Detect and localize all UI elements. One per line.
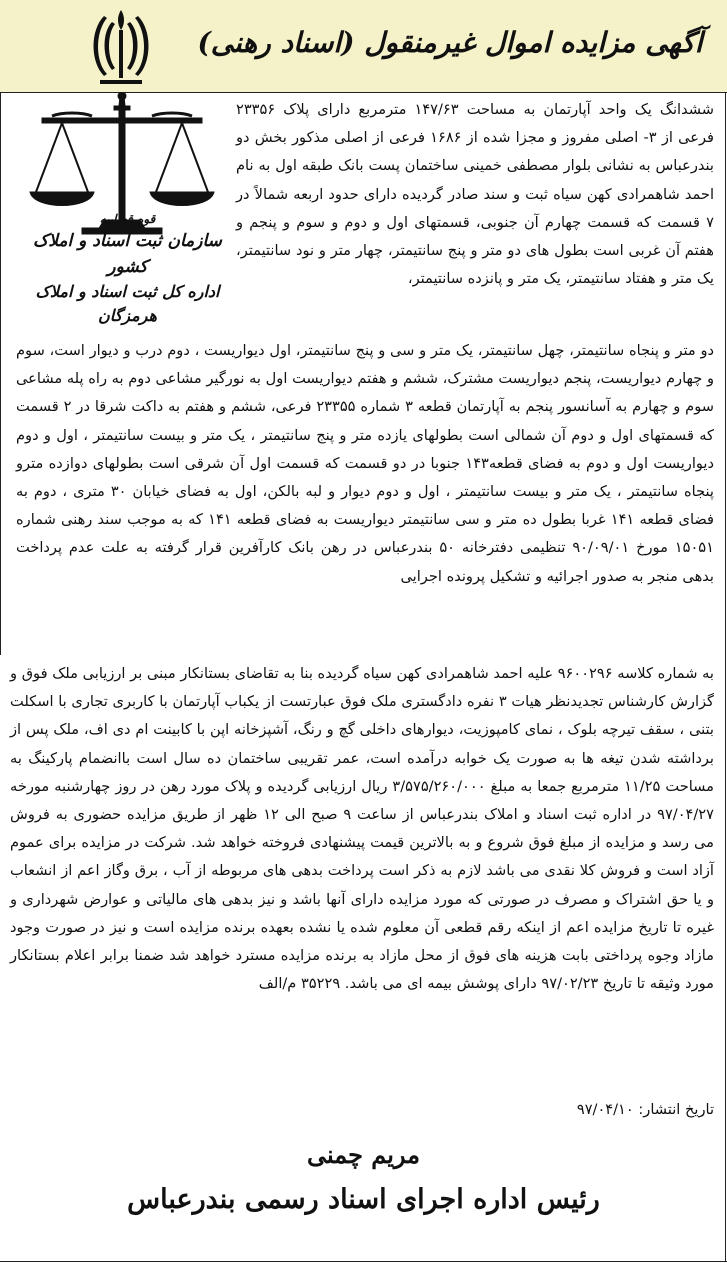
notice-paragraph-1: ششدانگ یک واحد آپارتمان به مساحت ۱۴۷/۶۳ مترمربع دارای پلاک ۲۳۳۵۶ فرعی از ۳- اصلی مفروز و مجزا شده از ۱۶۸۶ فرعی از اصلی مذکور بخش دو بندرعباس به نشانی بلوار مصطفی خمینی ساختمان پست بانک طبقه اول به نام احمد شاهمرادی کهن سیاه ثبت و سند صادر گردیده دارای حدود اربعه شمالاً در ۷ قسمت که قسمت چهارم آن جنوبی، قسمتهای اول و دوم و سوم و پنجم و هفتم آن غربی است بطول های دو متر و پنج سانتیمتر، چهار متر و نود سانتیمتر، یک متر و هفتاد سانتیمتر، یک متر و پانزده سانتیمتر، [236,101,715,288]
notice-title: آگهی مزایده اموال غیرمنقول (اسناد رهنی) [197,26,703,59]
notice-paragraph-2: دو متر و پنجاه سانتیمتر، چهل سانتیمتر، یک متر و سی و پنج سانتیمتر، اول دیواریست ، دوم درب و دیوار است، سوم و چهارم دیواریست، پنجم دیواریست مشترک، ششم و هفتم دیواریست اول به نورگیر مشاعی دوم به راه پله مشاعی سوم و چهارم به آسانسور پنجم به آپارتمان قطعه ۳ شماره ۲۳۳۵۵ فرعی، ششم و هفتم به داکت شرقا در ۲ قسمت که قسمتهای اول و دوم آن شمالی است بطولهای یازده متر و پنج سانتیمتر ، یک متر و بیست سانتیمتر ، اول و دوم دیواریست اول و دوم به فضای قطعه۱۴۳ جنوبا در دو قسمت که قسمت اول آن شرقی است بطولهای دوازده مترو پنجاه سانتیمتر ، یک متر و بیست سانتیمتر ، اول و دوم دیوار و لبه بالکن، اول به فضای خیابان ۳۰ متری ، دوم به فضای قطعه ۱۴۱ غربا بطول ده متر و سی سانتیمتر دیواریست به فضای قطعه ۱۴۱ که به موجب سند رهنی شماره ۱۵۰۵۱ مورخ ۹۰/۰۹/۰۱ تنظیمی دفترخانه ۵۰ بندرعباس در رهن بانک کارآفرین قرار گرفته به علت عدم پرداخت بدهی منجر به صدور اجرائیه و تشکیل پرونده اجرایی [16,342,715,585]
frame-right-border [725,92,726,1262]
signatory-role: رئیس اداره اجرای اسناد رسمی بندرعباس [127,1184,600,1215]
signatory-name: مریم چمنی [306,1140,421,1169]
iran-emblem-icon [86,6,156,86]
frame-left-border [0,92,1,655]
org-registry: سازمان ثبت اسناد و املاک کشور [33,231,222,277]
publication-date: تاریخ انتشار: ۹۷/۰۴/۱۰ [576,1101,714,1118]
notice-paragraph-3: به شماره کلاسه ۹۶۰۰۲۹۶ علیه احمد شاهمرادی کهن سیاه گردیده بنا به تقاضای بستانکار مبنی بر ارزیابی ملک فوق و گزارش کارشناس تجدیدنظر هیات ۳ نفره دادگستری ملک فوق عبارتست از یکباب آپارتمان با کاربری تجاری با اسکلت بتنی ، سقف تیرچه بلوک ، نمای کامپوزیت، دیوارهای داخلی گچ و رنگ، آشپزخانه اپن با کابینت ام دی اف، ملک پس از برداشته شدن تیغه ها به صورت یک خوابه درآمده است، عمر تقریبی ساختمان ده سال است باانضمام پارکینگ به مساحت ۱۱/۲۵ مترمربع جمعا به مبلغ ۳/۵۷۵/۲۶۰/۰۰۰ ریال ارزیابی گردیده و پلاک مورد رهن در روز چهارشنبه مورخه ۹۷/۰۴/۲۷ در اداره ثبت اسناد و املاک بندرعباس از ساعت ۹ صبح الی ۱۲ ظهر از طریق مزایده حضوری به فروش می رسد و مزایده از مبلغ فوق شروع و به بالاترین قیمت پیشنهادی فروخته خواهد شد. شرکت در مزایده برای عموم آزاد است و فروش کلا نقدی می باشد لازم به ذکر است پرداخت بدهی های مربوطه از آب ، برق وگاز اعم از انشعاب و یا حق اشتراک و مصرف در صورتی که مورد مزایده دارای آنها باشد و نیز بدهی های مالیاتی و عوارض شهرداری و غیره تا تاریخ مزایده اعم از اینکه رقم قطعی آن معلوم شده یا نشده بعهده برنده مزایده است و نیز در صورت وجود مازاد وجوه پرداختی بابت هزینه های فوق از محل مازاد به برنده مزایده مسترد خواهد شد ضمنا برابر اعلام بستانکار مورد وثیقه تا تاریخ ۹۷/۰۲/۲۳ دارای پوشش بیمه ای می باشد. ۳۵۲۲۹ م/الف [10,665,714,993]
org-provincial-office: اداره کل ثبت اسناد و املاک هرمزگان [35,282,220,325]
org-judiciary: قوه قضاییه [99,212,156,226]
organization-block [10,210,245,328]
frame-bottom-border [0,1261,727,1262]
